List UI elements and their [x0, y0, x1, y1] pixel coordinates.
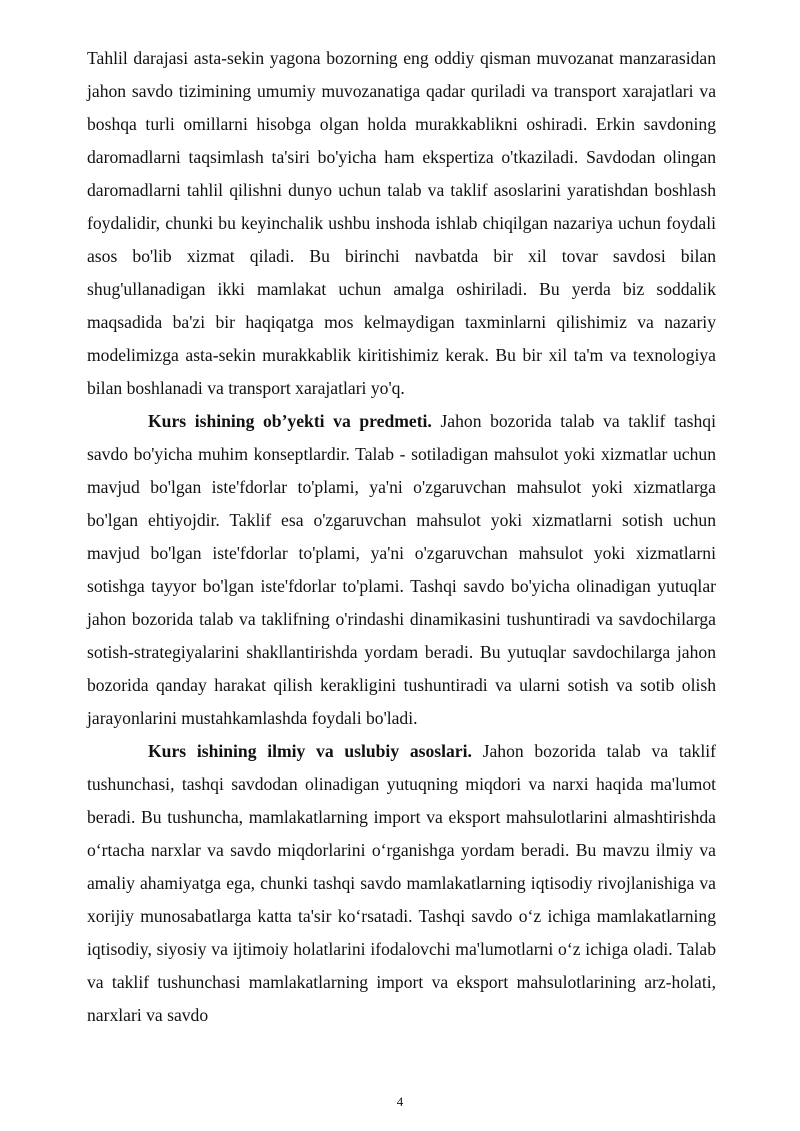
section-heading: Kurs ishining ob’yekti va predmeti.: [148, 411, 432, 431]
section-heading: Kurs ishining ilmiy va uslubiy asoslari.: [148, 741, 472, 761]
page-number: 4: [396, 1094, 404, 1109]
paragraph-text: Tahlil darajasi asta-sekin yagona bozorning eng oddiy qisman muvozanat manzarasidan jahon savdo tizimining umumiy muvozanatiga qadar quriladi va transport xarajatlari va boshqa turli omillarni hisobga olgan holda murakkablikni oshiradi. Erkin savdoning daromadlarni taqsimlash ta'siri bo'yicha ham ekspertiza o'tkaziladi. Savdodan olingan daromadlarni tahlil qilishni dunyo uchun talab va taklif asoslarini yaratishdan boshlash foydalidir, chunki bu keyinchalik ushbu inshoda ishlab chiqilgan nazariya uchun foydali asos bo'lib xizmat qiladi. Bu birinchi navbatda bir xil tovar savdosi bilan shug'ullanadigan ikki mamlakat uchun amalga oshiriladi. Bu yerda biz soddalik maqsadida ba'zi bir haqiqatga mos kelmaydigan taxminlarni qilishimiz va nazariy modelimizga asta-sekin murakkablik kiritishimiz kerak. Bu bir xil ta'm va texnologiya bilan boshlanadi va transport xarajatlari yo'q.: [87, 48, 716, 398]
paragraph-scientific-basis: [87, 735, 716, 1032]
paragraph-intro: [87, 42, 716, 405]
paragraph-object-subject: [87, 405, 716, 735]
paragraph-text: Jahon bozorida talab va taklif tushunchasi, tashqi savdodan olinadigan yutuqning miqdori va narxi haqida ma'lumot beradi. Bu tushuncha, mamlakatlarning import va eksport mahsulotlarini almashtirishda o‘rtacha narxlar va savdo miqdorlarini o‘rganishga yordam beradi. Bu mavzu ilmiy va amaliy ahamiyatga ega, chunki tashqi savdo mamlakatlarning iqtisodiy rivojlanishiga va xorijiy munosabatlarga katta ta'sir ko‘rsatadi. Tashqi savdo o‘z ichiga mamlakatlarning iqtisodiy, siyosiy va ijtimoiy holatlarini ifodalovchi ma'lumotlarni o‘z ichiga oladi. Talab va taklif tushunchasi mamlakatlarning import va eksport mahsulotlarining arz-holati, narxlari va savdo: [87, 741, 716, 1025]
document-page: [87, 42, 716, 1032]
paragraph-text: Jahon bozorida talab va taklif tashqi savdo bo'yicha muhim konseptlardir. Talab - sotiladigan mahsulot yoki xizmatlar uchun mavjud bo'lgan iste'fdorlar to'plami, ya'ni o'zgaruvchan mahsulot yoki xizmatlarga bo'lgan ehtiyojdir. Taklif esa o'zgaruvchan mahsulot yoki xizmatlarni sotish uchun mavjud bo'lgan iste'fdorlar to'plami, ya'ni o'zgaruvchan mahsulot yoki xizmatlarni sotishga tayyor bo'lgan iste'fdorlar to'plami. Tashqi savdo bo'yicha olinadigan yutuqlar jahon bozorida talab va taklifning o'rindashi dinamikasini tushuntiradi va savdochilarga sotish-strategiyalarini shakllantirishda yordam beradi. Bu yutuqlar savdochilarga jahon bozorida qanday harakat qilish kerakligini tushuntiradi va ularni sotish va sotib olish jarayonlarini mustahkamlashda foydali bo'ladi.: [87, 411, 716, 728]
